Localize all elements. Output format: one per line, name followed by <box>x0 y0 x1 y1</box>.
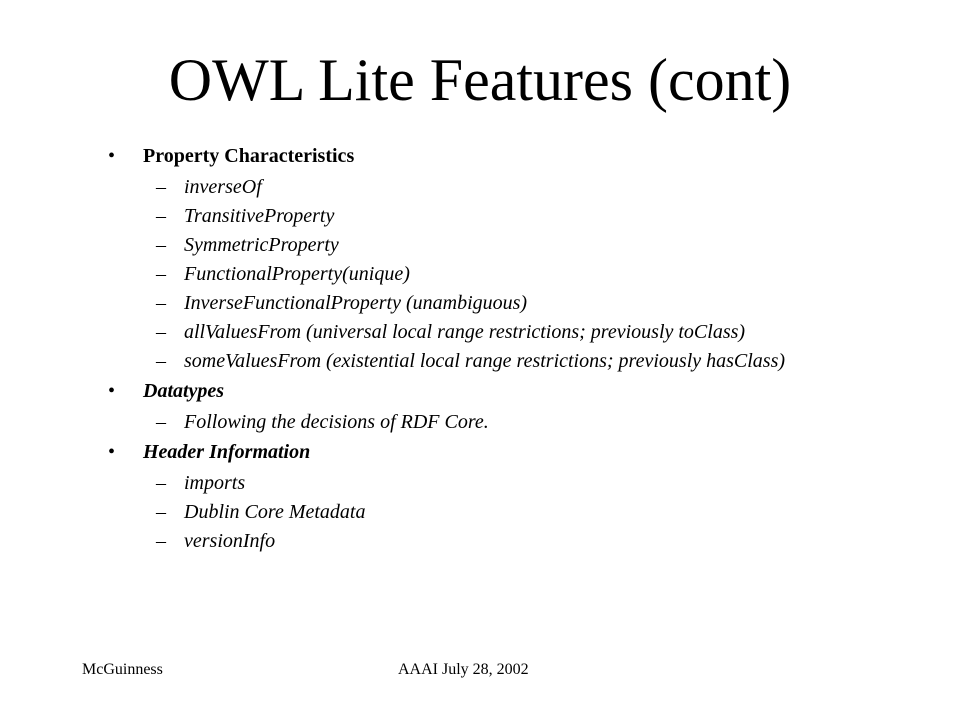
sub-item <box>108 351 828 371</box>
sub-item-text: SymmetricProperty <box>184 234 339 256</box>
sub-item-text: FunctionalProperty(unique) <box>184 263 410 285</box>
dash-icon: – <box>156 472 166 494</box>
sub-item <box>108 177 828 197</box>
section-property-characteristics <box>108 144 828 371</box>
sub-item-text: TransitiveProperty <box>184 205 335 227</box>
dash-icon: – <box>156 176 166 198</box>
bullet-icon: • <box>108 441 116 463</box>
slide-title: OWL Lite Features (cont) <box>168 47 792 113</box>
dash-icon: – <box>156 411 166 433</box>
section-header-information <box>108 440 828 551</box>
bullet-item <box>108 144 828 168</box>
sub-item-text: versionInfo <box>184 530 276 552</box>
sub-item-text: Following the decisions of RDF Core. <box>184 411 489 433</box>
sub-item <box>108 473 828 493</box>
dash-icon: – <box>156 234 166 256</box>
bullet-label: Header Information <box>143 441 311 463</box>
dash-icon: – <box>156 321 166 343</box>
dash-icon: – <box>156 205 166 227</box>
footer-event: AAAI July 28, 2002 <box>398 661 529 678</box>
sub-item <box>108 322 828 342</box>
dash-icon: – <box>156 292 166 314</box>
sub-item <box>108 531 828 551</box>
sub-item-text: someValuesFrom (existential local range restrictions; previously hasClass) <box>184 350 786 372</box>
sub-item-text: InverseFunctionalProperty (unambiguous) <box>184 292 528 314</box>
footer-author: McGuinness <box>82 661 163 678</box>
sub-item-text: inverseOf <box>184 176 262 198</box>
sub-item <box>108 206 828 226</box>
dash-icon: – <box>156 263 166 285</box>
bullet-label: Datatypes <box>143 380 225 402</box>
sub-item-text: Dublin Core Metadata <box>184 501 366 523</box>
bullet-icon: • <box>108 380 116 402</box>
sub-item <box>108 502 828 522</box>
bullet-item <box>108 379 828 403</box>
bullet-item <box>108 440 828 464</box>
bullet-label: Property Characteristics <box>143 145 355 167</box>
sub-item <box>108 412 828 432</box>
dash-icon: – <box>156 501 166 523</box>
sub-item-text: allValuesFrom (universal local range restrictions; previously toClass) <box>184 321 746 343</box>
sub-item <box>108 264 828 284</box>
sub-item-text: imports <box>184 472 246 494</box>
section-datatypes <box>108 379 828 432</box>
dash-icon: – <box>156 530 166 552</box>
slide-content <box>108 136 828 551</box>
dash-icon: – <box>156 350 166 372</box>
bullet-icon: • <box>108 145 116 167</box>
sub-item <box>108 293 828 313</box>
sub-item <box>108 235 828 255</box>
